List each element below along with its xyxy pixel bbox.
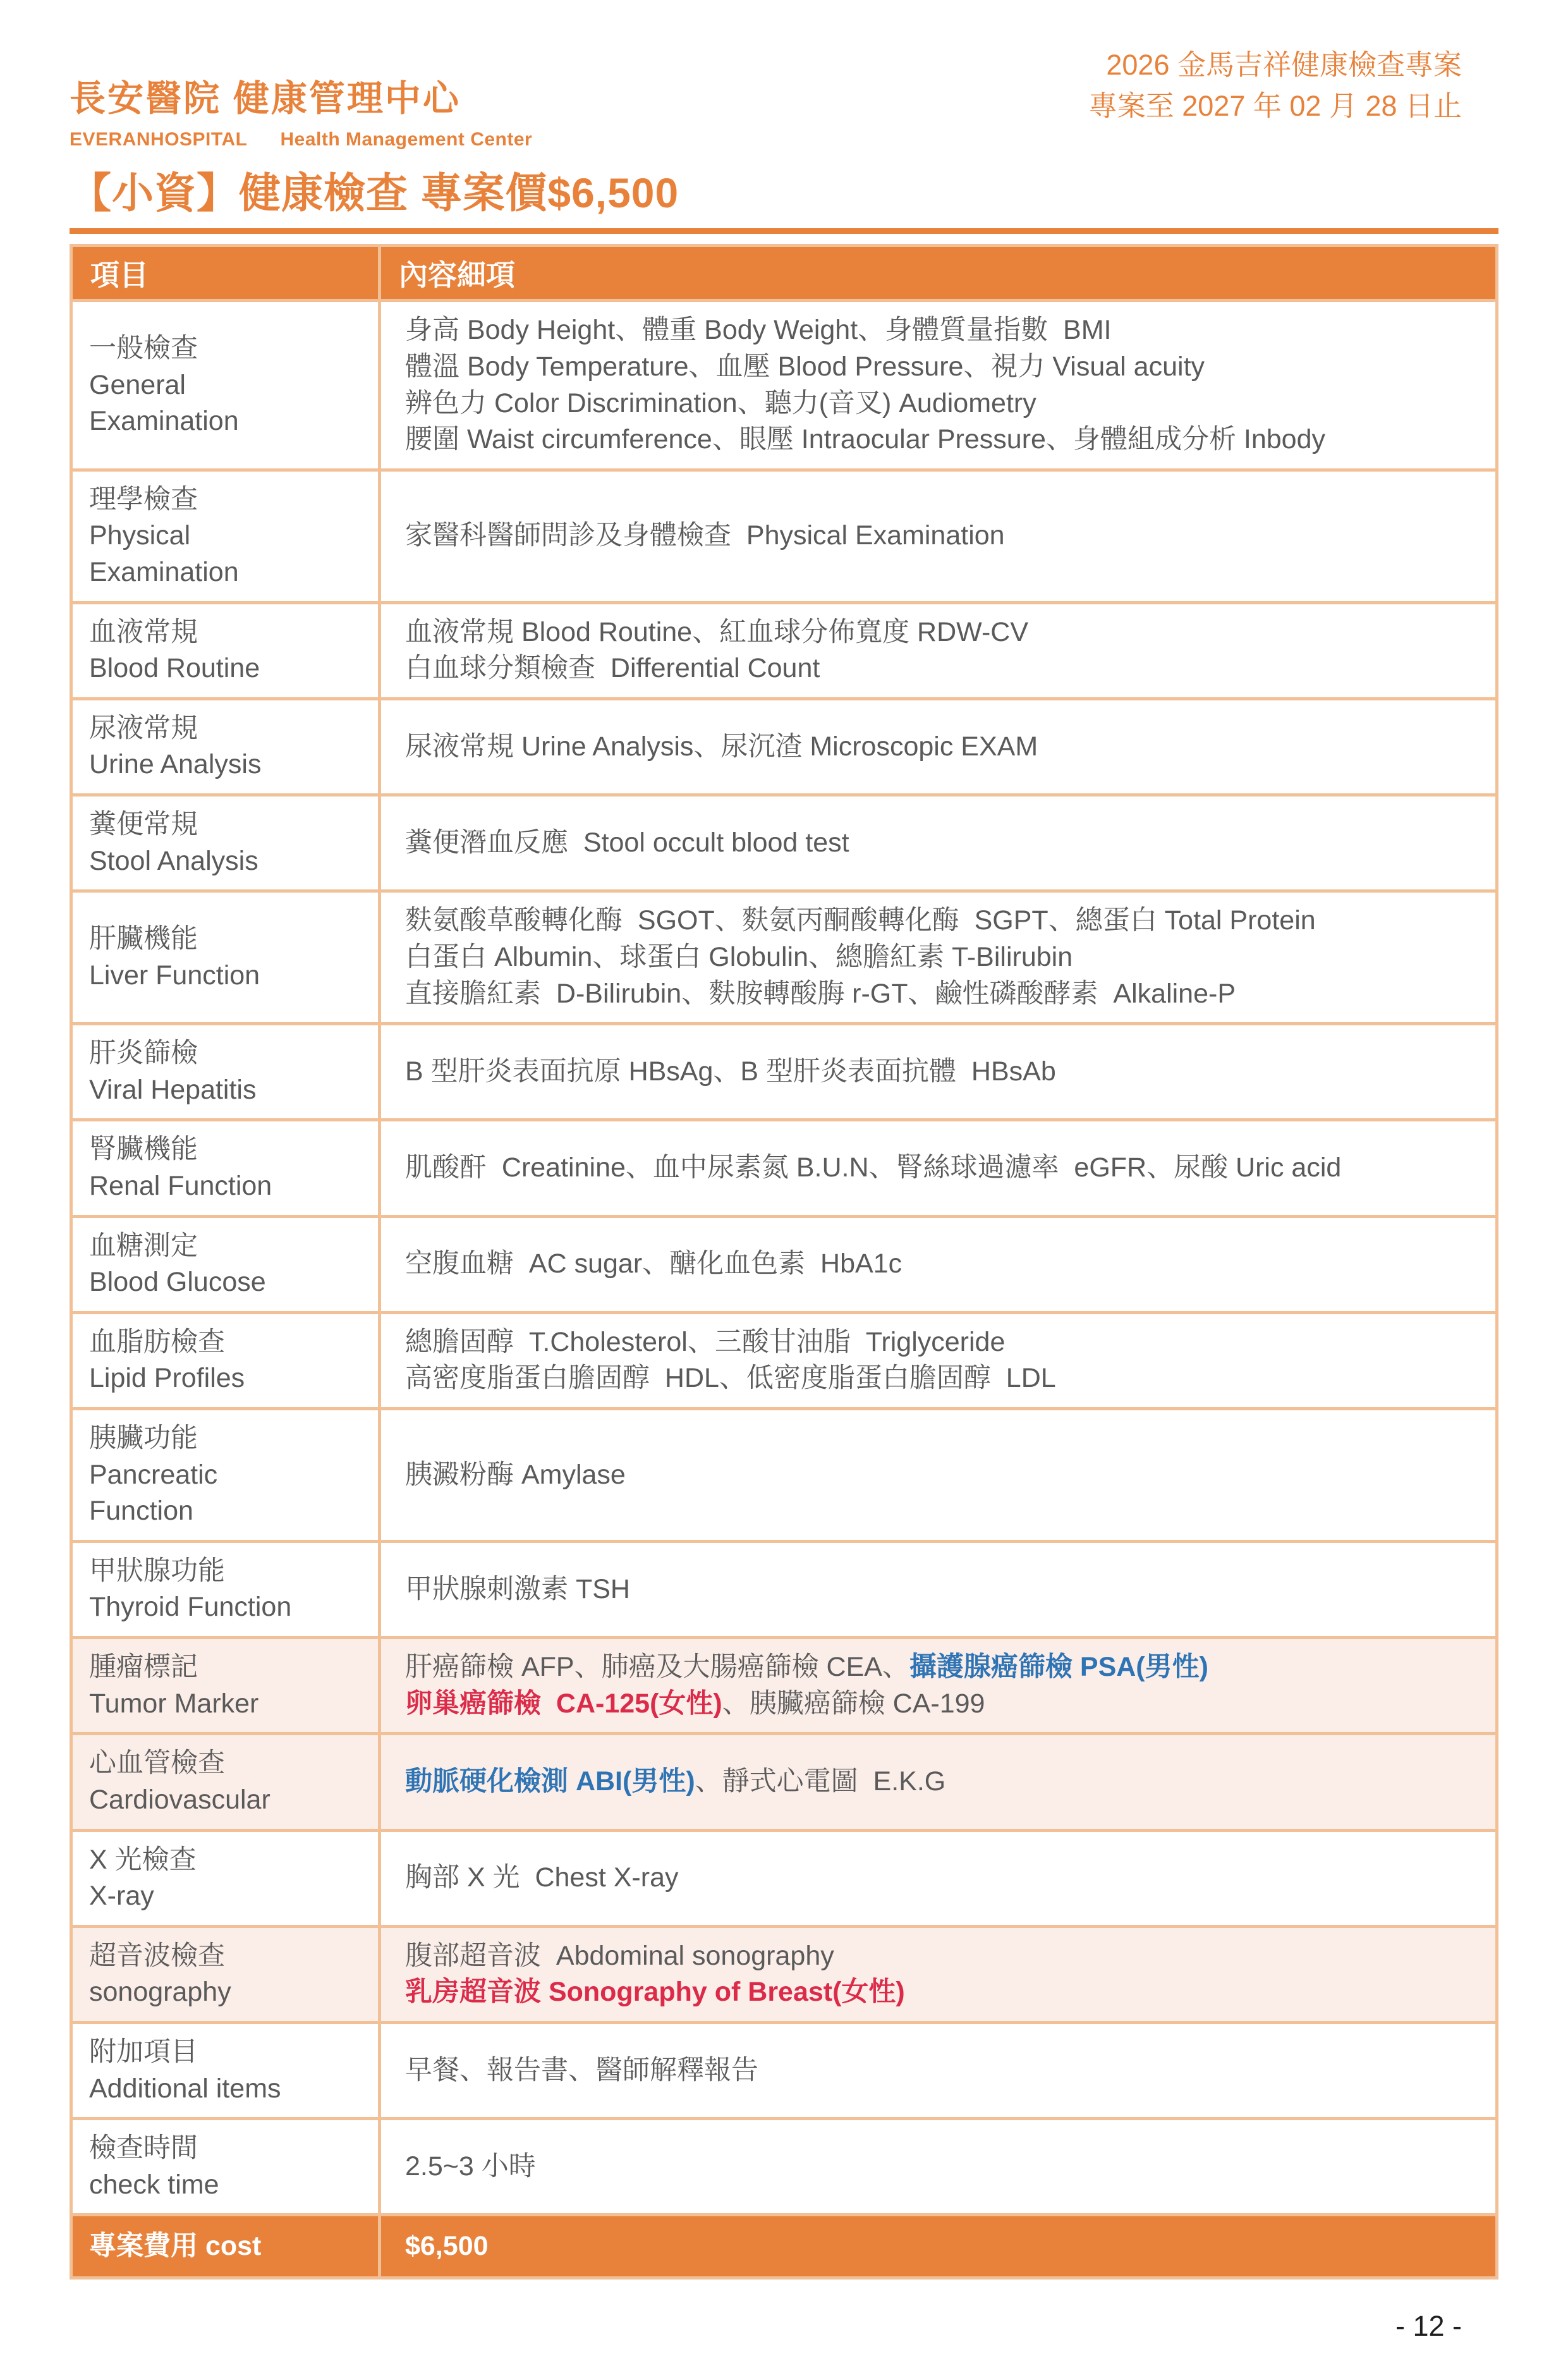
table-row xyxy=(71,2022,1497,2118)
content-line xyxy=(405,976,1486,1013)
item-cell: 超音波檢查 sonography xyxy=(71,1926,380,2022)
text-segment: 尿液常規 Urine Analysis、尿沉渣 Microscopic EXAM xyxy=(405,731,1038,762)
cost-label: 專案費用 cost xyxy=(71,2215,380,2278)
content-cell xyxy=(380,1638,1497,1734)
content-cell xyxy=(380,795,1497,891)
content-line xyxy=(405,1860,1486,1896)
content-line xyxy=(405,1686,1486,1723)
content-line xyxy=(405,518,1486,554)
table-row xyxy=(71,1541,1497,1637)
text-segment: 直接膽紅素 D-Bilirubin、麩胺轉酸脢 r-GT、鹼性磷酸酵素 Alkaline-P xyxy=(405,978,1236,1009)
text-segment: 辨色力 Color Discrimination、聽力(音叉) Audiometry xyxy=(405,388,1036,418)
hospital-brand xyxy=(70,77,532,150)
item-cell: 血液常規 Blood Routine xyxy=(71,602,380,699)
item-cell: 腎臟機能 Renal Function xyxy=(71,1120,380,1216)
text-segment: 總膽固醇 T.Cholesterol、三酸甘油脂 Triglyceride xyxy=(405,1326,1006,1357)
hospital-name-en xyxy=(70,129,532,150)
blue-text-segment: 動脈硬化檢測 ABI(男性) xyxy=(405,1766,695,1797)
text-segment: 、靜式心電圖 E.K.G xyxy=(695,1766,946,1797)
content-line xyxy=(405,903,1486,939)
item-cell: 尿液常規 Urine Analysis xyxy=(71,699,380,795)
red-text-segment: 乳房超音波 Sonography of Breast(女性) xyxy=(405,1977,905,2008)
content-line xyxy=(405,1360,1486,1397)
item-cell: 理學檢查 Physical Examination xyxy=(71,470,380,602)
table-row xyxy=(71,470,1497,602)
item-cell: 腫瘤標記 Tumor Marker xyxy=(71,1638,380,1734)
item-cell: 肝臟機能 Liver Function xyxy=(71,891,380,1024)
content-cell xyxy=(380,602,1497,699)
item-cell: 檢查時間 check time xyxy=(71,2119,380,2215)
content-cell xyxy=(380,2119,1497,2215)
table-row xyxy=(71,1830,1497,1926)
content-line xyxy=(405,2149,1486,2185)
table-head xyxy=(71,246,1497,301)
content-line xyxy=(405,1764,1486,1800)
content-line xyxy=(405,386,1486,422)
content-line xyxy=(405,1572,1486,1608)
item-cell: 糞便常規 Stool Analysis xyxy=(71,795,380,891)
content-cell xyxy=(380,1024,1497,1120)
content-line xyxy=(405,1938,1486,1975)
text-segment: 體溫 Body Temperature、血壓 Blood Pressure、視力 Visual acuity xyxy=(405,351,1205,382)
content-cell xyxy=(380,1216,1497,1312)
content-cell xyxy=(380,1926,1497,2022)
table-row xyxy=(71,1638,1497,1734)
content-cell xyxy=(380,699,1497,795)
content-cell xyxy=(380,1541,1497,1637)
text-segment: 甲狀腺刺激素 TSH xyxy=(405,1573,630,1604)
content-line xyxy=(405,1054,1486,1090)
content-line xyxy=(405,825,1486,862)
content-line xyxy=(405,2053,1486,2089)
item-cell: 心血管檢查 Cardiovascular xyxy=(71,1734,380,1830)
table-row xyxy=(71,301,1497,470)
header-row xyxy=(71,246,1497,301)
page-number: - 12 - xyxy=(1395,2310,1462,2343)
content-cell xyxy=(380,891,1497,1024)
content-line xyxy=(405,349,1486,386)
table-row xyxy=(71,1312,1497,1408)
cost-value: $6,500 xyxy=(380,2215,1497,2278)
text-segment: 血液常規 Blood Routine、紅血球分佈寬度 RDW-CV xyxy=(405,616,1028,647)
table-row xyxy=(71,602,1497,699)
item-cell: 附加項目 Additional items xyxy=(71,2022,380,2118)
text-segment: 腹部超音波 Abdominal sonography xyxy=(405,1940,834,1971)
content-line xyxy=(405,1974,1486,2011)
content-line xyxy=(405,1150,1486,1187)
text-segment: 麩氨酸草酸轉化酶 SGOT、麩氨丙酮酸轉化酶 SGPT、總蛋白 Total Protein xyxy=(405,905,1316,936)
content-line xyxy=(405,650,1486,687)
red-text-segment: 卵巢癌篩檢 CA-125(女性) xyxy=(405,1688,722,1719)
text-segment: 高密度脂蛋白膽固醇 HDL、低密度脂蛋白膽固醇 LDL xyxy=(405,1363,1056,1394)
table-row xyxy=(71,891,1497,1024)
text-segment: 家醫科醫師問診及身體檢查 Physical Examination xyxy=(405,520,1005,551)
text-segment: B 型肝炎表面抗原 HBsAg、B 型肝炎表面抗體 HBsAb xyxy=(405,1056,1056,1087)
text-segment: 胸部 X 光 Chest X-ray xyxy=(405,1862,679,1893)
content-cell xyxy=(380,1312,1497,1408)
content-cell xyxy=(380,470,1497,602)
text-segment: 胰澱粉酶 Amylase xyxy=(405,1459,626,1490)
hospital-name-zh: 長安醫院 健康管理中心 xyxy=(70,78,461,119)
content-line xyxy=(405,422,1486,458)
cost-row xyxy=(71,2215,1497,2278)
text-segment: 空腹血糖 AC sugar、醣化血色素 HbA1c xyxy=(405,1248,903,1279)
content-line xyxy=(405,312,1486,349)
text-segment: 腰圍 Waist circumference、眼壓 Intraocular Pressure、身體組成分析 Inbody xyxy=(405,424,1325,455)
content-cell xyxy=(380,2022,1497,2118)
text-segment: 白蛋白 Albumin、球蛋白 Globulin、總膽紅素 T-Bilirubin xyxy=(405,941,1073,972)
promo-line-1: 2026 金馬吉祥健康檢查專案 xyxy=(1106,49,1462,81)
plan-table xyxy=(70,244,1498,2280)
content-cell xyxy=(380,1830,1497,1926)
item-cell: 甲狀腺功能 Thyroid Function xyxy=(71,1541,380,1637)
table-row xyxy=(71,1926,1497,2022)
center-en-label: Health Management Center xyxy=(280,129,533,150)
content-line xyxy=(405,939,1486,976)
content-cell xyxy=(380,1409,1497,1542)
table-row xyxy=(71,1024,1497,1120)
text-segment: 2.5~3 小時 xyxy=(405,2151,536,2182)
page-header xyxy=(70,44,1498,150)
content-line xyxy=(405,1324,1486,1361)
item-cell: 血糖測定 Blood Glucose xyxy=(71,1216,380,1312)
content-cell xyxy=(380,301,1497,470)
text-segment: 肝癌篩檢 AFP、肺癌及大腸癌篩檢 CEA、 xyxy=(405,1652,909,1683)
table-row xyxy=(71,1734,1497,1830)
title-underline xyxy=(70,228,1498,234)
plan-title: 【小資】健康檢查 專案價$6,500 xyxy=(70,169,679,217)
text-segment: 早餐、報告書、醫師解釋報告 xyxy=(405,2054,758,2085)
text-segment: 白血球分類檢查 Differential Count xyxy=(405,653,820,684)
text-segment: 身高 Body Height、體重 Body Weight、身體質量指數 BMI xyxy=(405,315,1112,346)
content-line xyxy=(405,614,1486,651)
content-cell xyxy=(380,1734,1497,1830)
table-foot xyxy=(71,2215,1497,2278)
hospital-en-label: EVERANHOSPITAL xyxy=(70,129,248,150)
text-segment: 肌酸酐 Creatinine、血中尿素氮 B.U.N、腎絲球過濾率 eGFR、尿酸 Uric acid xyxy=(405,1152,1342,1183)
header-content: 內容細項 xyxy=(380,246,1497,301)
header-item: 項目 xyxy=(71,246,380,301)
promo-line-2: 專案至 2027 年 02 月 28 日止 xyxy=(1088,90,1462,123)
content-line xyxy=(405,729,1486,766)
blue-text-segment: 攝護腺癌篩檢 PSA(男性) xyxy=(909,1652,1208,1683)
table-row xyxy=(71,699,1497,795)
table-row xyxy=(71,1216,1497,1312)
item-cell: X 光檢查 X-ray xyxy=(71,1830,380,1926)
item-cell: 胰臟功能 Pancreatic Function xyxy=(71,1409,380,1542)
table-row xyxy=(71,2119,1497,2215)
table-row xyxy=(71,795,1497,891)
item-cell: 肝炎篩檢 Viral Hepatitis xyxy=(71,1024,380,1120)
content-line xyxy=(405,1649,1486,1686)
text-segment: 、胰臟癌篩檢 CA-199 xyxy=(722,1688,985,1719)
content-line xyxy=(405,1246,1486,1283)
table-body xyxy=(71,301,1497,2215)
content-line xyxy=(405,1457,1486,1494)
promo-block xyxy=(1089,44,1462,127)
table-row xyxy=(71,1409,1497,1542)
item-cell: 血脂肪檢查 Lipid Profiles xyxy=(71,1312,380,1408)
table-row xyxy=(71,1120,1497,1216)
content-cell xyxy=(380,1120,1497,1216)
text-segment: 糞便潛血反應 Stool occult blood test xyxy=(405,827,849,858)
item-cell: 一般檢查 General Examination xyxy=(71,301,380,470)
